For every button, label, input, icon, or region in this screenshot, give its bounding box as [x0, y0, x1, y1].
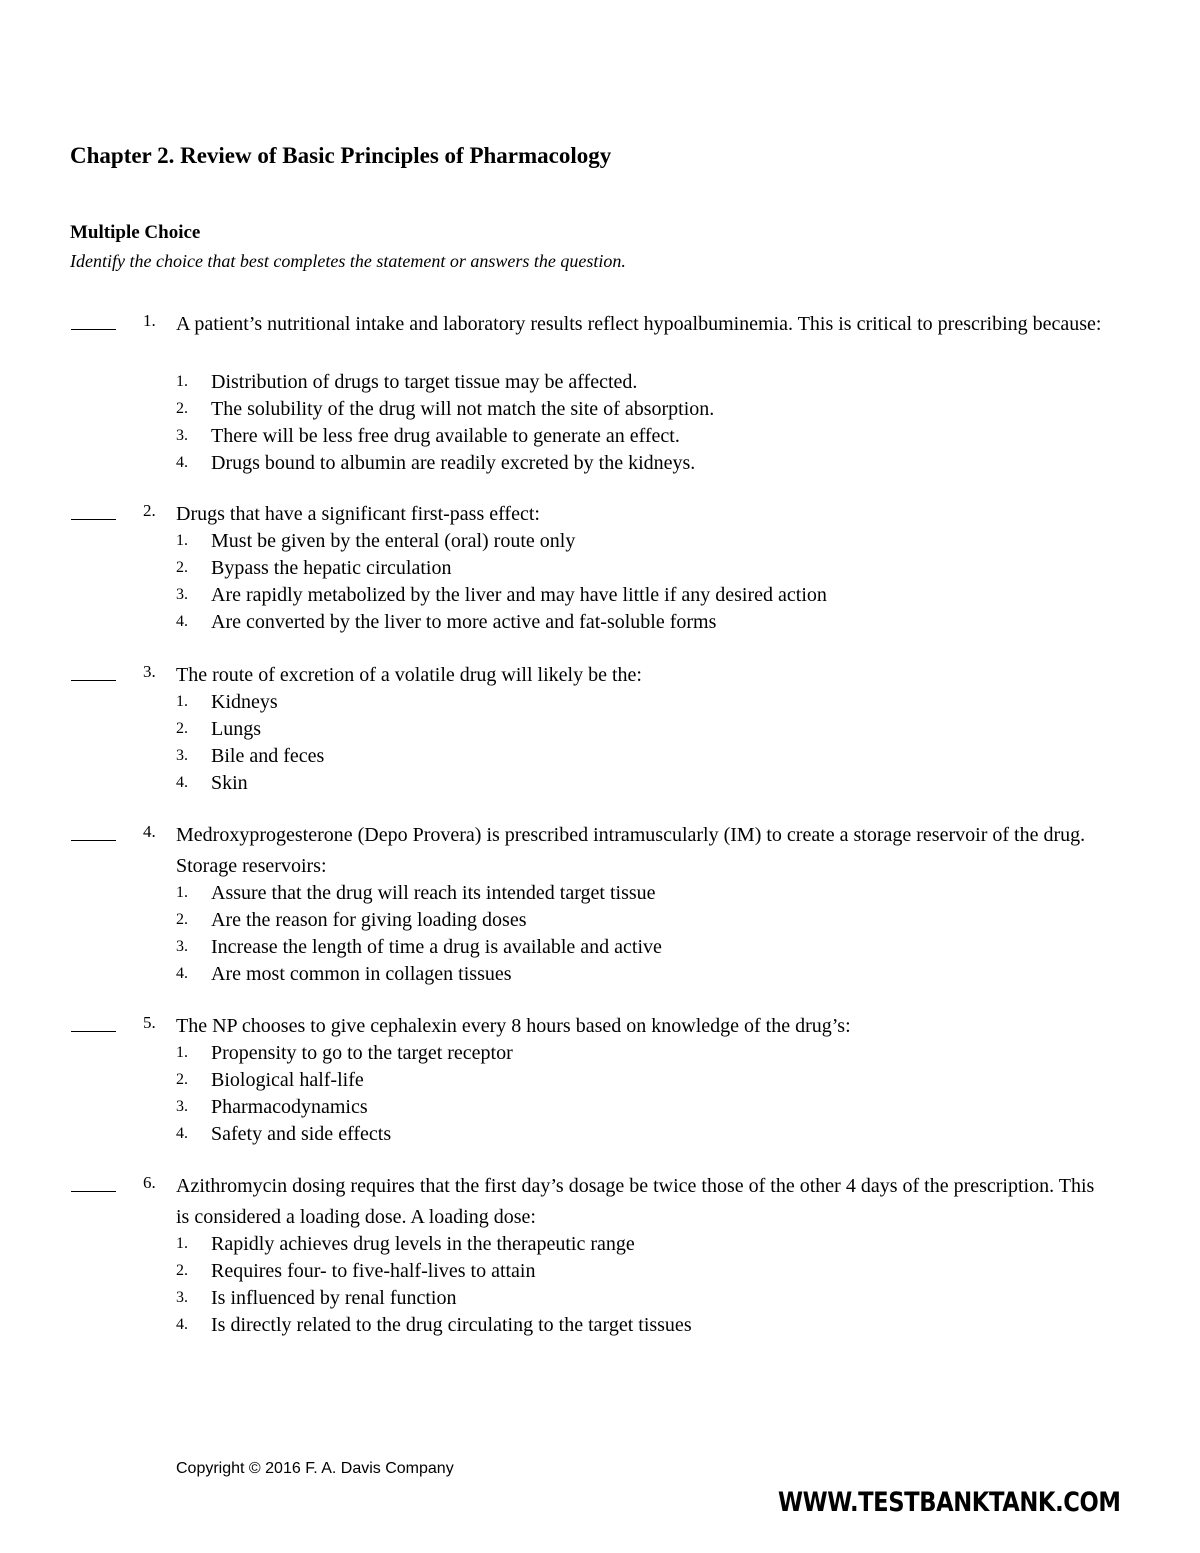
- answer-option: [0, 530, 1200, 557]
- answer-option: [0, 1042, 1200, 1069]
- answer-option: [0, 909, 1200, 936]
- answer-blank[interactable]: [71, 680, 116, 681]
- answer-option: [0, 1123, 1200, 1150]
- answer-option: [0, 691, 1200, 718]
- option-number: 2.: [176, 1262, 188, 1279]
- question-stem: The route of excretion of a volatile drug will likely be the:: [176, 664, 642, 686]
- answer-blank[interactable]: [71, 519, 116, 520]
- answer-option: [0, 1314, 1200, 1341]
- option-number: 2.: [176, 911, 188, 928]
- option-number: 4.: [176, 965, 188, 982]
- answer-option: [0, 425, 1200, 452]
- option-text: Are most common in collagen tissues: [211, 963, 512, 985]
- option-number: 4.: [176, 613, 188, 630]
- option-text: Assure that the drug will reach its intended target tissue: [211, 882, 656, 904]
- question-stem: A patient’s nutritional intake and laboratory results reflect hypoalbuminemia. This is critical to prescribing because:: [176, 313, 1102, 335]
- answer-option: [0, 557, 1200, 584]
- question-number: 2.: [143, 501, 156, 520]
- option-text: Are rapidly metabolized by the liver and may have little if any desired action: [211, 584, 827, 606]
- answer-option: [0, 611, 1200, 638]
- option-text: Pharmacodynamics: [211, 1096, 368, 1118]
- answer-option: [0, 1287, 1200, 1314]
- answer-option: [0, 452, 1200, 479]
- answer-option: [0, 882, 1200, 909]
- question-stem: The NP chooses to give cephalexin every 8 hours based on knowledge of the drug’s:: [176, 1015, 851, 1037]
- question-number: 3.: [143, 662, 156, 681]
- option-text: There will be less free drug available to generate an effect.: [211, 425, 680, 447]
- section-instructions: Identify the choice that best completes the statement or answers the question.: [70, 251, 626, 271]
- option-text: Biological half-life: [211, 1069, 364, 1091]
- answer-blank[interactable]: [71, 1191, 116, 1192]
- chapter-title: Chapter 2. Review of Basic Principles of Pharmacology: [70, 143, 612, 168]
- answer-option: [0, 371, 1200, 398]
- option-number: 4.: [176, 774, 188, 791]
- section-heading: Multiple Choice: [70, 222, 201, 243]
- option-text: Must be given by the enteral (oral) route only: [211, 530, 576, 552]
- watermark-url: WWW.TESTBANKTANK.COM: [778, 1487, 1121, 1518]
- option-number: 3.: [176, 938, 188, 955]
- answer-option: [0, 718, 1200, 745]
- option-text: Bile and feces: [211, 745, 325, 767]
- option-text: Skin: [211, 772, 248, 794]
- copyright-footer: Copyright © 2016 F. A. Davis Company: [176, 1460, 454, 1477]
- answer-option: [0, 1069, 1200, 1096]
- option-number: 1.: [176, 373, 188, 390]
- question-number: 6.: [143, 1173, 156, 1192]
- answer-option: [0, 936, 1200, 963]
- option-text: Requires four- to five-half-lives to attain: [211, 1260, 536, 1282]
- option-number: 3.: [176, 427, 188, 444]
- question-stem: Drugs that have a significant first-pass effect:: [176, 503, 540, 525]
- answer-option: [0, 1096, 1200, 1123]
- option-text: The solubility of the drug will not match the site of absorption.: [211, 398, 715, 420]
- option-number: 4.: [176, 454, 188, 471]
- option-text: Are the reason for giving loading doses: [211, 909, 527, 931]
- option-number: 3.: [176, 1098, 188, 1115]
- option-text: Is influenced by renal function: [211, 1287, 457, 1309]
- option-number: 2.: [176, 1071, 188, 1088]
- answer-option: [0, 1233, 1200, 1260]
- option-number: 1.: [176, 1235, 188, 1252]
- option-number: 1.: [176, 532, 188, 549]
- option-text: Distribution of drugs to target tissue may be affected.: [211, 371, 638, 393]
- question-stem: Medroxyprogesterone (Depo Provera) is prescribed intramuscularly (IM) to create a storage reservoir of the drug. Storage reservoirs:: [176, 824, 1086, 877]
- question-number: 5.: [143, 1013, 156, 1032]
- option-number: 2.: [176, 720, 188, 737]
- answer-option: [0, 1260, 1200, 1287]
- option-text: Safety and side effects: [211, 1123, 392, 1145]
- answer-option: [0, 584, 1200, 611]
- option-number: 4.: [176, 1125, 188, 1142]
- answer-option: [0, 745, 1200, 772]
- answer-blank[interactable]: [71, 1031, 116, 1032]
- option-text: Rapidly achieves drug levels in the therapeutic range: [211, 1233, 635, 1255]
- question-number: 1.: [143, 311, 156, 330]
- option-text: Drugs bound to albumin are readily excreted by the kidneys.: [211, 452, 696, 474]
- option-text: Propensity to go to the target receptor: [211, 1042, 513, 1064]
- option-text: Increase the length of time a drug is available and active: [211, 936, 662, 958]
- option-text: Bypass the hepatic circulation: [211, 557, 452, 579]
- option-number: 3.: [176, 586, 188, 603]
- option-number: 1.: [176, 693, 188, 710]
- option-text: Are converted by the liver to more active and fat-soluble forms: [211, 611, 717, 633]
- option-number: 3.: [176, 1289, 188, 1306]
- answer-option: [0, 398, 1200, 425]
- answer-blank[interactable]: [71, 840, 116, 841]
- option-number: 3.: [176, 747, 188, 764]
- answer-option: [0, 772, 1200, 799]
- answer-option: [0, 963, 1200, 990]
- option-text: Lungs: [211, 718, 261, 740]
- option-text: Kidneys: [211, 691, 278, 713]
- option-number: 4.: [176, 1316, 188, 1333]
- question-number: 4.: [143, 822, 156, 841]
- question-stem: Azithromycin dosing requires that the first day’s dosage be twice those of the other 4 days of the prescription. This is considered a loading dose. A loading dose:: [176, 1175, 1095, 1228]
- option-number: 2.: [176, 559, 188, 576]
- option-text: Is directly related to the drug circulating to the target tissues: [211, 1314, 692, 1336]
- answer-blank[interactable]: [71, 329, 116, 330]
- option-number: 1.: [176, 1044, 188, 1061]
- option-number: 1.: [176, 884, 188, 901]
- option-number: 2.: [176, 400, 188, 417]
